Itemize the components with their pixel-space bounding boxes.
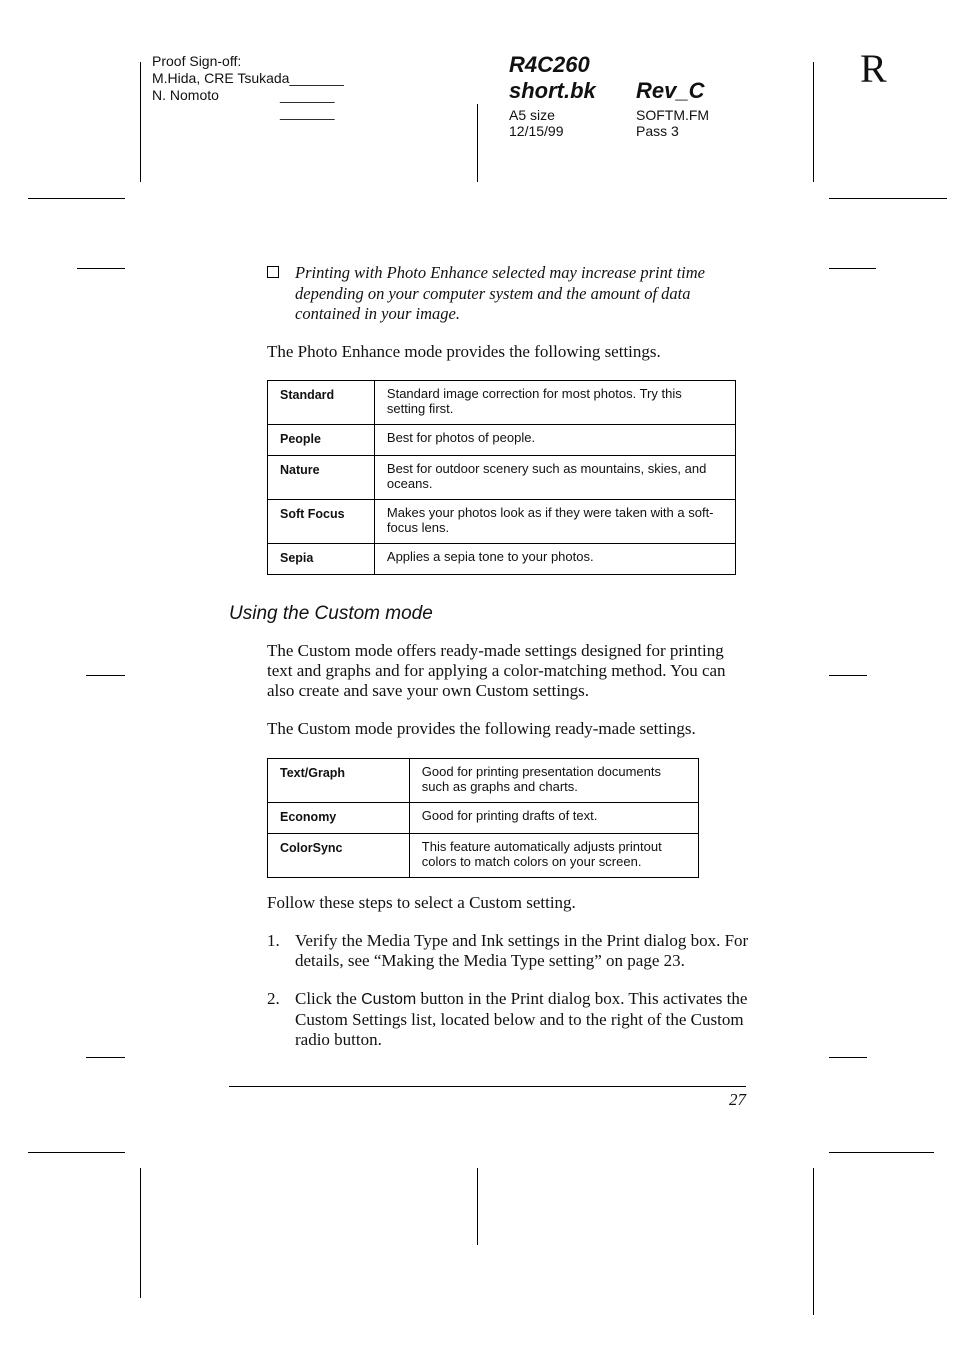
signoff-line-2: M.Hida, CRE Tsukada_______ [152, 70, 344, 86]
setting-name: People [268, 425, 375, 456]
setting-name: ColorSync [268, 834, 410, 878]
crop-mark-bottom-right-h [829, 1152, 934, 1153]
setting-name: Text/Graph [268, 759, 410, 803]
pass-number: Pass 3 [636, 123, 679, 139]
margin-mark-left-1 [77, 268, 125, 269]
setting-name: Economy [268, 803, 410, 834]
steps-intro: Follow these steps to select a Custom setting. [267, 893, 576, 912]
table-row [268, 456, 736, 500]
crop-mark-top-left-v [140, 62, 141, 182]
footer-rule [229, 1086, 746, 1087]
crop-mark-top-right-h [829, 198, 947, 199]
crop-mark-bottom-left-h [28, 1152, 125, 1153]
crop-mark-top-center-v [477, 104, 478, 182]
crop-mark-bottom-left-v [140, 1168, 141, 1298]
step-text-start: Click the [295, 989, 362, 1008]
setting-description: Applies a sepia tone to your photos. [374, 544, 735, 575]
margin-mark-right-2 [829, 675, 867, 676]
side-letter: R [860, 46, 887, 91]
margin-mark-left-2 [86, 675, 125, 676]
custom-settings-intro: The Custom mode provides the following ready-made settings. [267, 719, 696, 738]
table-row [268, 425, 736, 456]
custom-intro-paragraph: The Custom mode offers ready-made settings designed for printing text and graphs and for applying a color-matching method. You can also create and save your own Custom settings. [267, 641, 726, 700]
setting-description: Good for printing presentation documents such as graphs and charts. [409, 759, 698, 803]
print-date: 12/15/99 [509, 123, 564, 139]
table-row [268, 500, 736, 544]
crop-mark-top-right-v [813, 62, 814, 182]
margin-mark-right-3 [829, 1057, 867, 1058]
step-number: 2. [267, 989, 280, 1008]
signoff-name: N. Nomoto [152, 87, 219, 103]
crop-mark-bottom-center-v [477, 1168, 478, 1245]
book-code: R4C260 [509, 52, 590, 77]
fm-file: SOFTM.FM [636, 107, 710, 123]
photo-enhance-table [267, 380, 736, 575]
table-row [268, 834, 699, 878]
proof-signoff-block [152, 53, 344, 121]
custom-settings-table [267, 758, 699, 878]
note-text: Printing with Photo Enhance selected may increase print time depending on your computer system and the amount of data contained in your image. [295, 263, 705, 323]
signoff-blank-2: _______ [280, 104, 335, 120]
table-row [268, 544, 736, 575]
step-text [295, 989, 755, 1050]
setting-name: Sepia [268, 544, 375, 575]
revision: Rev_C [636, 78, 705, 103]
setting-description: Standard image correction for most photos. Try this setting first. [374, 381, 735, 425]
signoff-label: Proof Sign-off: [152, 53, 242, 69]
book-file: short.bk [509, 78, 596, 103]
margin-mark-left-3 [86, 1057, 125, 1058]
setting-description: This feature automatically adjusts printout colors to match colors on your screen. [409, 834, 698, 878]
signoff-blank-1: _______ [280, 87, 335, 103]
table-row [268, 759, 699, 803]
setting-name: Soft Focus [268, 500, 375, 544]
crop-mark-top-left-h [28, 198, 125, 199]
section-heading: Using the Custom mode [229, 603, 433, 624]
setting-description: Makes your photos look as if they were taken with a soft-focus lens. [374, 500, 735, 544]
table-row [268, 803, 699, 834]
setting-description: Good for printing drafts of text. [409, 803, 698, 834]
checkbox-bullet-icon [267, 266, 279, 278]
setting-name: Standard [268, 381, 375, 425]
page-size: A5 size [509, 107, 555, 123]
step-text: Verify the Media Type and Ink settings in the Print dialog box. For details, see “Making the Media Type setting” on page 23. [295, 931, 749, 970]
table-row [268, 381, 736, 425]
signoff-line-3 [152, 87, 344, 104]
custom-button-label: Custom [361, 991, 417, 1008]
setting-description: Best for photos of people. [374, 425, 735, 456]
photo-enhance-intro: The Photo Enhance mode provides the following settings. [267, 342, 661, 361]
margin-mark-right-1 [829, 268, 876, 269]
step-number: 1. [267, 931, 280, 950]
setting-description: Best for outdoor scenery such as mountains, skies, and oceans. [374, 456, 735, 500]
page-number: 27 [729, 1090, 746, 1109]
step-text-end: button in the Print dialog box. This activates the Custom Settings list, located below and to the right of the Custom radio button. [295, 989, 748, 1049]
crop-mark-bottom-right-v [813, 1168, 814, 1315]
setting-name: Nature [268, 456, 375, 500]
